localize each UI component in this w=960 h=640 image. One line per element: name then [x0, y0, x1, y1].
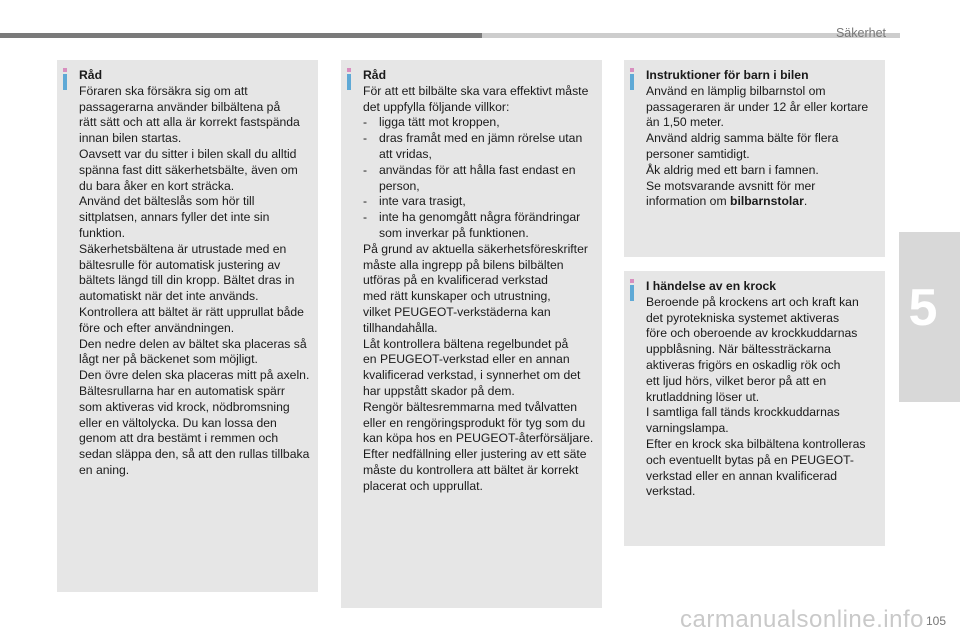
text-line: Beroende på krockens art och kraft kan	[646, 294, 859, 309]
text-line: eller en rengöringsprodukt för tyg som du	[363, 415, 586, 430]
text-line: kvalificerad verkstad, i synnerhet om det	[363, 368, 581, 383]
text-line: eller en vältolycka. Du kan lossa den	[79, 415, 277, 430]
info-box-advice-2	[341, 60, 602, 608]
last-line-suffix: .	[803, 194, 808, 209]
condition-item	[363, 131, 594, 163]
text-line: måste du kontrollera att bältet är korrekt	[363, 462, 579, 477]
text-line: varningslampa.	[646, 421, 729, 436]
text-line: personer samtidigt.	[646, 146, 750, 161]
info-icon	[629, 68, 635, 90]
info-box-intro	[363, 84, 594, 116]
info-box-advice-1	[57, 60, 318, 592]
text-line: Åk aldrig med ett barn i famnen.	[646, 162, 819, 177]
last-line-prefix: information om	[646, 194, 730, 209]
text-line: måste alla ingrepp på bilens bilbälten	[363, 257, 564, 272]
text-line: dras framåt med en jämn rörelse utan	[379, 131, 583, 146]
text-line: I samtliga fall tänds krockkuddarnas	[646, 405, 840, 420]
text-line: att vridas,	[379, 146, 432, 161]
text-line: du bara åker en kort sträcka.	[79, 178, 235, 193]
text-line: Använd aldrig samma bälte för flera	[646, 131, 839, 146]
text-line: passageraren är under 12 år eller kortare	[646, 99, 869, 114]
text-line: utföras på en kvalificerad verkstad	[363, 273, 548, 288]
text-line: en PEUGEOT-verkstad eller en annan	[363, 352, 570, 367]
text-line: Låt kontrollera bältena regelbundet på	[363, 336, 569, 351]
info-box-title: Råd	[79, 68, 103, 82]
text-line: ligga tätt mot kroppen,	[379, 115, 500, 130]
dash-bullet: -	[363, 194, 368, 209]
text-line: det uppfylla följande villkor:	[363, 99, 510, 114]
info-box-title: Instruktioner för barn i bilen	[646, 68, 809, 82]
info-box-title: Råd	[363, 68, 387, 82]
watermark: carmanualsonline.info	[680, 606, 924, 633]
info-box-body	[646, 84, 877, 195]
text-line: Den nedre delen av bältet ska placeras så	[79, 336, 307, 351]
text-line: användas för att hålla fast endast en	[379, 162, 576, 177]
text-line: Oavsett var du sitter i bilen skall du alltid	[79, 146, 297, 161]
text-line: passagerarna använder bilbältena på	[79, 99, 281, 114]
text-line: lågt ner på bäckenet som möjligt.	[79, 352, 258, 367]
text-line: verkstad eller en annan kvalificerad	[646, 468, 838, 483]
text-line: bältets längd till din kropp. Bältet dras in	[79, 273, 295, 288]
info-icon	[62, 68, 68, 90]
text-line: spänna fast ditt säkerhetsbälte, även om	[79, 162, 298, 177]
text-line: genom att dra bestämt i remmen och	[79, 431, 279, 446]
text-line: automatiskt när det inte används.	[79, 289, 259, 304]
text-line: före och oberoende av krockkuddarnas	[646, 326, 858, 341]
section-title: Säkerhet	[835, 26, 886, 40]
text-line: har uppstått skador på dem.	[363, 383, 515, 398]
text-line: vilket PEUGEOT-verkstäderna kan	[363, 304, 551, 319]
text-line: med rätt kunskaper och utrustning,	[363, 289, 551, 304]
text-line: före och efter användningen.	[79, 320, 235, 335]
text-line: Använd det bälteslås som hör till	[79, 194, 255, 209]
dash-bullet: -	[363, 162, 368, 177]
text-line: sedan släppa den, så att den rullas tillbaka	[79, 447, 310, 462]
text-line: uppblåsning. När bältessträckarna	[646, 342, 831, 357]
condition-text	[379, 163, 576, 195]
page-number: 105	[925, 614, 946, 628]
text-line: verkstad.	[646, 484, 696, 499]
text-line: inte vara trasigt,	[379, 194, 466, 209]
info-box-body	[646, 295, 877, 500]
chapter-number: 5	[908, 279, 938, 337]
text-line: person,	[379, 178, 420, 193]
text-line: Se motsvarande avsnitt för mer	[646, 178, 816, 193]
text-line: inte ha genomgått några förändringar	[379, 210, 581, 225]
dash-bullet: -	[363, 210, 368, 225]
header-rule-dark	[0, 33, 482, 38]
text-line: placerat och upprullat.	[363, 478, 483, 493]
text-line: Föraren ska försäkra sig om att	[79, 83, 248, 98]
condition-item	[363, 163, 594, 195]
info-box-collision	[624, 271, 885, 546]
text-line: en aning.	[79, 462, 130, 477]
text-line: kan köpa hos en PEUGEOT-återförsäljare.	[363, 431, 594, 446]
info-icon	[629, 279, 635, 301]
text-line: Använd en lämplig bilbarnstol om	[646, 83, 826, 98]
text-line: Säkerhetsbältena är utrustade med en	[79, 241, 287, 256]
condition-text	[379, 210, 580, 242]
text-line: innan bilen startas.	[79, 131, 182, 146]
text-line: som aktiveras vid krock, nödbromsning	[79, 399, 290, 414]
text-line: aktiveras frigörs en oskadlig rök och	[646, 357, 841, 372]
text-line: funktion.	[79, 225, 126, 240]
text-line: Bältesrullarna har en automatisk spärr	[79, 383, 285, 398]
text-line: rätt sätt och att alla är korrekt fastspända	[79, 115, 300, 130]
text-line: krutladdning löser ut.	[646, 389, 760, 404]
child-seats-reference: bilbarnstolar	[730, 194, 804, 209]
text-line: bältesrulle för automatisk justering av	[79, 257, 281, 272]
text-line: För att ett bilbälte ska vara effektivt måste	[363, 83, 589, 98]
condition-item	[363, 194, 594, 210]
info-box-last-line	[646, 194, 877, 210]
info-icon	[346, 68, 352, 90]
text-line: tillhandahålla.	[363, 320, 438, 335]
dash-bullet: -	[363, 131, 368, 146]
info-box-body	[363, 242, 594, 495]
text-line: sittplatsen, annars fyller det inte sin	[79, 210, 270, 225]
dash-bullet: -	[363, 115, 368, 130]
text-line: det pyrotekniska systemet aktiveras	[646, 310, 840, 325]
info-box-title: I händelse av en krock	[646, 279, 777, 293]
text-line: Den övre delen ska placeras mitt på axeln.	[79, 368, 310, 383]
condition-text	[379, 115, 500, 131]
text-line: ett ljud hörs, vilket beror på att en	[646, 373, 827, 388]
condition-text	[379, 194, 466, 210]
text-line: Kontrollera att bältet är rätt upprullat både	[79, 304, 304, 319]
text-line: än 1,50 meter.	[646, 115, 724, 130]
text-line: som inverkar på funktionen.	[379, 225, 529, 240]
text-line: På grund av aktuella säkerhetsföreskrifter	[363, 241, 588, 256]
condition-list	[363, 115, 594, 241]
condition-item	[363, 115, 594, 131]
text-line: Efter nedfällning eller justering av ett säte	[363, 447, 587, 462]
condition-item	[363, 210, 594, 242]
condition-text	[379, 131, 582, 163]
info-box-body	[79, 84, 310, 479]
text-line: Rengör bältesremmarna med tvålvatten	[363, 399, 578, 414]
text-line: och eventuellt bytas på en PEUGEOT-	[646, 452, 854, 467]
text-line: Efter en krock ska bilbältena kontrolleras	[646, 436, 866, 451]
info-box-child-instructions	[624, 60, 885, 257]
